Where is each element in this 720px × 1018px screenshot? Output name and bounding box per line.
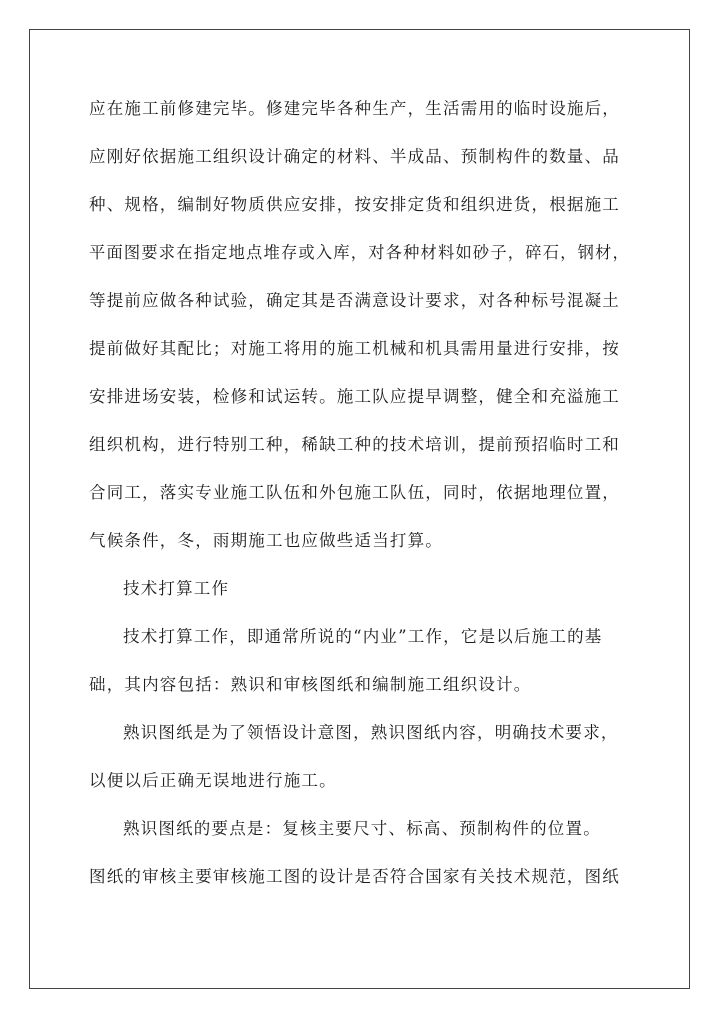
text-line: 熟识图纸的要点是：复核主要尺寸、标高、预制构件的位置。 bbox=[123, 819, 601, 838]
text-line: 气候条件，冬，雨期施工也应做些适当打算。 bbox=[89, 531, 443, 550]
section-heading: 技术打算工作 bbox=[123, 579, 230, 598]
text-line: 础，其内容包括：熟识和审核图纸和编制施工组织设计。 bbox=[89, 675, 532, 694]
text-line: 组织机构，进行特别工种，稀缺工种的技术培训，提前预招临时工和 bbox=[89, 435, 620, 454]
text-line: 提前做好其配比；对施工将用的施工机械和机具需用量进行安排，按 bbox=[89, 339, 620, 358]
text-line: 种、规格，编制好物质供应安排，按安排定货和组织进货，根据施工 bbox=[89, 195, 620, 214]
text-line: 安排进场安装，检修和试运转。施工队应提早调整，健全和充溢施工 bbox=[89, 387, 620, 406]
text-line: 应在施工前修建完毕。修建完毕各种生产，生活需用的临时设施后， bbox=[89, 99, 620, 118]
text-line: 熟识图纸是为了领悟设计意图，熟识图纸内容，明确技术要求， bbox=[123, 723, 619, 742]
text-line: 应刚好依据施工组织设计确定的材料、半成品、预制构件的数量、品 bbox=[89, 147, 620, 166]
text-line: 技术打算工作，即通常所说的“内业”工作，它是以后施工的基 bbox=[123, 627, 603, 646]
text-line: 等提前应做各种试验，确定其是否满意设计要求，对各种标号混凝土 bbox=[89, 291, 620, 310]
text-line: 图纸的审核主要审核施工图的设计是否符合国家有关技术规范，图纸 bbox=[89, 867, 620, 886]
text-line: 平面图要求在指定地点堆存或入库，对各种材料如砂子，碎石，钢材， bbox=[89, 243, 630, 262]
text-line: 合同工，落实专业施工队伍和外包施工队伍，同时，依据地理位置， bbox=[89, 483, 620, 502]
text-line: 以便以后正确无误地进行施工。 bbox=[89, 771, 337, 790]
document-body bbox=[89, 92, 634, 908]
